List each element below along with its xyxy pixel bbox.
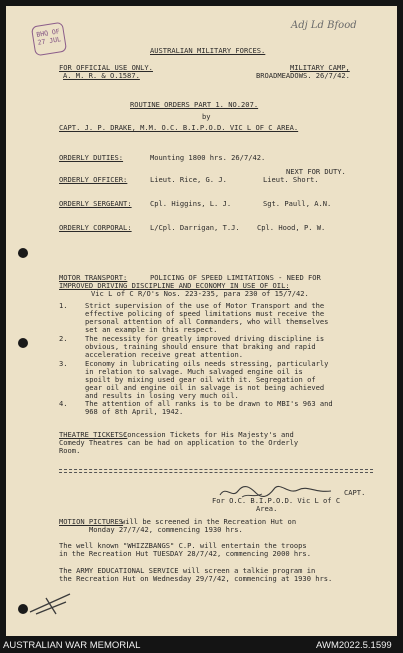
- item-line: Economy in lubricating oils needs stressing, particularly: [85, 359, 329, 368]
- orderly-officer-label: ORDERLY OFFICER:: [59, 175, 128, 184]
- punch-hole: [18, 248, 28, 258]
- theatre-tickets-line: Comedy Theatres can be had on application to the Orderly: [59, 438, 299, 447]
- next-for-duty-header: NEXT FOR DUTY.: [286, 167, 346, 176]
- orderly-duties-label: ORDERLY DUTIES:: [59, 153, 124, 162]
- camp-name: MILITARY CAMP,: [290, 63, 350, 72]
- received-stamp: [31, 22, 67, 57]
- orderly-officer-next: Lieut. Short.: [263, 175, 319, 184]
- orderly-corporal-current: L/Cpl. Darrigan, T.J.: [150, 223, 240, 232]
- document-page: [6, 6, 397, 636]
- motion-pictures-heading: MOTION PICTURES: [59, 517, 124, 526]
- divider-line: [59, 472, 373, 473]
- item-line: The necessity for greatly improved driving discipline is: [85, 334, 325, 343]
- punch-hole: [18, 338, 28, 348]
- document-title: AUSTRALIAN MILITARY FORCES.: [150, 46, 266, 55]
- item-line: spoilt by mixing used gear oil with it. Segregation of: [85, 375, 316, 384]
- notice-line: in the Recreation Hut TUESDAY 28/7/42, commencing 2000 hrs.: [59, 549, 311, 558]
- orderly-sergeant-current: Cpl. Higgins, L. J.: [150, 199, 232, 208]
- reference-code: A. M. R. & O.1587.: [63, 71, 140, 80]
- theatre-tickets-line: Room.: [59, 446, 81, 455]
- item-line: acceleration receive great attention.: [85, 350, 244, 359]
- orderly-officer-current: Lieut. Rice, G. J.: [150, 175, 227, 184]
- orderly-corporal-label: ORDERLY CORPORAL:: [59, 223, 132, 232]
- orderly-sergeant-next: Sgt. Paull, A.N.: [263, 199, 332, 208]
- item-line: effective policing of speed limitations must receive the: [85, 309, 325, 318]
- divider-line: [59, 469, 373, 470]
- orderly-duties-value: Mounting 1800 hrs. 26/7/42.: [150, 153, 266, 162]
- item-number: 3.: [59, 359, 68, 368]
- orders-by: by: [202, 112, 211, 121]
- theatre-tickets-line: Concession Tickets for His Majesty's and: [123, 430, 294, 439]
- motor-transport-subject-1: POLICING OF SPEED LIMITATIONS - NEED FOR: [150, 273, 321, 282]
- motor-transport-subject-2: IMPROVED DRIVING DISCIPLINE AND ECONOMY IN USE OF OIL:: [59, 281, 290, 290]
- item-line: set an example in this respect.: [85, 325, 218, 334]
- archive-name: AUSTRALIAN WAR MEMORIAL: [3, 640, 141, 651]
- motor-transport-reference: Vic L of C R/O's Nos. 223-235, para 230 of 15/7/42.: [91, 289, 309, 298]
- item-line: Strict supervision of the use of Motor Transport and the: [85, 301, 325, 310]
- item-line: obvious, training should ensure that braking and rapid: [85, 342, 316, 351]
- item-line: gear oil and engine oil in salvage is not being achieved: [85, 383, 325, 392]
- orderly-corporal-next: Cpl. Hood, P. W.: [257, 223, 326, 232]
- orderly-sergeant-label: ORDERLY SERGEANT:: [59, 199, 132, 208]
- item-line: 968 of 8th April, 1942.: [85, 407, 184, 416]
- orders-authority: CAPT. J. P. DRAKE, M.M. O.C. B.I.P.O.D. VIC L OF C AREA.: [59, 123, 299, 132]
- pencil-annotation: Adj Ld Bfood: [291, 20, 357, 31]
- item-line: and results in losing very much oil.: [85, 391, 239, 400]
- official-use-line: FOR OFFICIAL USE ONLY.: [59, 63, 153, 72]
- item-line: in relation to salvage. Much salvaged engine oil is: [85, 367, 303, 376]
- orders-title: ROUTINE ORDERS PART 1. NO.207.: [130, 100, 259, 109]
- item-number: 1.: [59, 301, 68, 310]
- notice-line: will be screened in the Recreation Hut on: [121, 517, 297, 526]
- notice-line: Monday 27/7/42, commencing 1930 hrs.: [89, 525, 243, 534]
- notice-line: the Recreation Hut on Wednesday 29/7/42, commencing at 1930 hrs.: [59, 574, 333, 583]
- signature-for-line: For O.C. B.I.P.O.D. Vic L of C: [212, 496, 341, 505]
- item-number: 2.: [59, 334, 68, 343]
- item-line: The attention of all ranks is to be drawn to MBI's 963 and: [85, 399, 333, 408]
- stamp-text: BHQ OF 27 JUL: [35, 27, 62, 47]
- archive-accession: AWM2022.5.1599: [316, 640, 392, 651]
- item-number: 4.: [59, 399, 68, 408]
- pen-marks: [26, 588, 76, 618]
- item-line: personal attention of all Commanders, who will themselves: [85, 317, 329, 326]
- motor-transport-heading: MOTOR TRANSPORT:: [59, 273, 128, 282]
- archive-footer: [0, 638, 403, 653]
- signature-area: Area.: [256, 504, 278, 513]
- notice-line: The ARMY EDUCATIONAL SERVICE will screen a talkie program in: [59, 566, 316, 575]
- notice-line: The well known "WHIZZBANGS" C.P. will entertain the troops: [59, 541, 307, 550]
- punch-hole: [18, 604, 28, 614]
- theatre-tickets-heading: THEATRE TICKETS:: [59, 430, 128, 439]
- location-date: BROADMEADOWS. 26/7/42.: [256, 71, 350, 80]
- signature-rank: CAPT.: [344, 488, 366, 497]
